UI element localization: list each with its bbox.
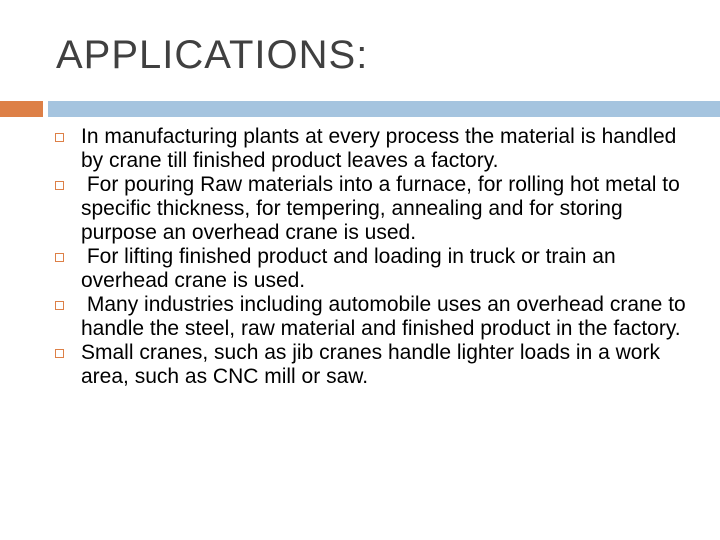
- hollow-square-icon: [55, 133, 64, 142]
- hollow-square-icon: [55, 301, 64, 310]
- bullet-text: For pouring Raw materials into a furnace, for rolling hot metal to specific thickness, for tempering, annealing and for storing purpose an overhead crane is used.: [81, 173, 686, 244]
- bullet-text: For lifting finished product and loading in truck or train an overhead crane is used.: [81, 245, 622, 292]
- list-item: [52, 293, 692, 341]
- list-item: [52, 245, 692, 293]
- bullet-text: Many industries including automobile uses an overhead crane to handle the steel, raw material and finished product in the factory.: [81, 293, 692, 340]
- list-item: [52, 341, 692, 389]
- hollow-square-icon: [55, 181, 64, 190]
- bullet-text: Small cranes, such as jib cranes handle lighter loads in a work area, such as CNC mill or saw.: [81, 341, 666, 388]
- hollow-square-icon: [55, 253, 64, 262]
- list-item: [52, 173, 692, 245]
- slide-title: APPLICATIONS:: [56, 33, 369, 77]
- title-divider-accent: [0, 101, 43, 117]
- hollow-square-icon: [55, 349, 64, 358]
- bullet-text: In manufacturing plants at every process the material is handled by crane till finished product leaves a factory.: [81, 125, 683, 172]
- list-item: [52, 125, 692, 173]
- title-divider-bar: [48, 101, 720, 117]
- bullet-list: [52, 125, 692, 389]
